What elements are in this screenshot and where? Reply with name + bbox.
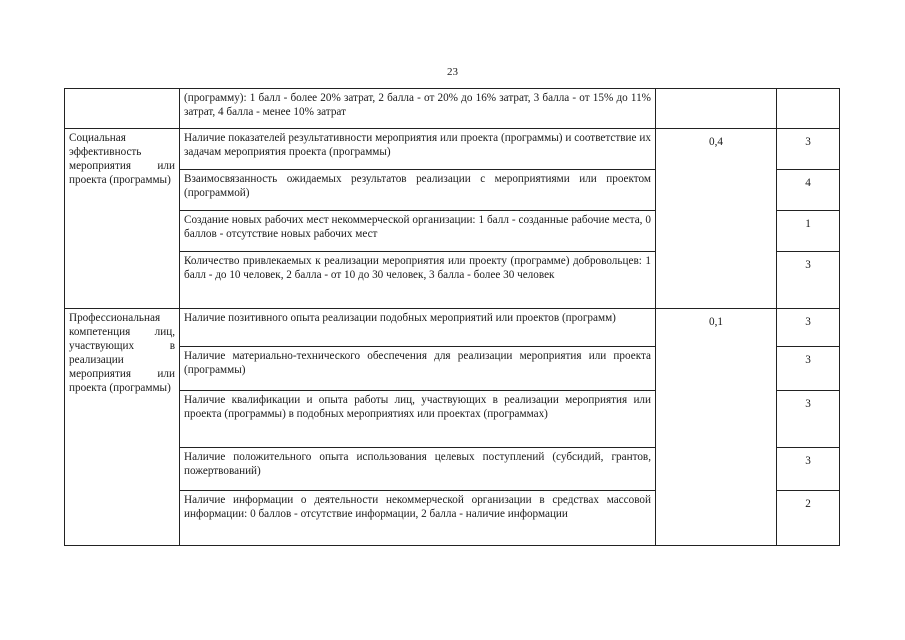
group-name-cell: Профессиональная компетенция лиц, участвующих в реализации мероприятия или проекта (программы) — [65, 309, 180, 546]
score-cell: 3 — [777, 129, 840, 170]
criterion-cell: Взаимосвязанность ожидаемых результатов реализации с мероприятиями или проектом (программой) — [180, 170, 656, 211]
criterion-cell: Наличие позитивного опыта реализации подобных мероприятий или проектов (программ) — [180, 309, 656, 347]
criterion-cell: Наличие положительного опыта использования целевых поступлений (субсидий, грантов, пожертвований) — [180, 448, 656, 491]
score-cell — [777, 89, 840, 129]
score-cell: 3 — [777, 252, 840, 309]
score-cell: 3 — [777, 448, 840, 491]
table-row — [65, 129, 840, 170]
criterion-cell: Наличие квалификации и опыта работы лиц, участвующих в реализации мероприятия или проекта (программы) в подобных мероприятиях или проектах (программах) — [180, 391, 656, 448]
weight-cell: 0,1 — [656, 309, 777, 546]
criteria-table — [64, 88, 840, 546]
criterion-cell: Наличие показателей результативности мероприятия или проекта (программы) и соответствие их задачам мероприятия проекта (программы) — [180, 129, 656, 170]
score-cell: 2 — [777, 491, 840, 546]
table-row — [65, 89, 840, 129]
score-cell: 3 — [777, 391, 840, 448]
score-cell: 3 — [777, 347, 840, 391]
score-cell: 4 — [777, 170, 840, 211]
criterion-cell: Создание новых рабочих мест некоммерческой организации: 1 балл - созданные рабочие места, 0 баллов - отсутствие новых рабочих мест — [180, 211, 656, 252]
weight-cell: 0,4 — [656, 129, 777, 309]
criterion-cell: (программу): 1 балл - более 20% затрат, 2 балла - от 20% до 16% затрат, 3 балла - от 15% до 11% затрат, 4 балла - менее 10% затрат — [180, 89, 656, 129]
criterion-cell: Количество привлекаемых к реализации мероприятия или проекту (программе) добровольцев: 1 балл - до 10 человек, 2 балла - от 10 до 30 человек, 3 балла - более 30 человек — [180, 252, 656, 309]
criterion-cell: Наличие материально-технического обеспечения для реализации мероприятия или проекта (программы) — [180, 347, 656, 391]
weight-cell — [656, 89, 777, 129]
page-number: 23 — [447, 66, 458, 78]
table-row — [65, 309, 840, 347]
group-name-cell: Социальная эффективность мероприятия или проекта (программы) — [65, 129, 180, 309]
group-cell-empty — [65, 89, 180, 129]
score-cell: 3 — [777, 309, 840, 347]
criterion-cell: Наличие информации о деятельности некоммерческой организации в средствах массовой информации: 0 баллов - отсутствие информации, 2 балла - наличие информации — [180, 491, 656, 546]
score-cell: 1 — [777, 211, 840, 252]
